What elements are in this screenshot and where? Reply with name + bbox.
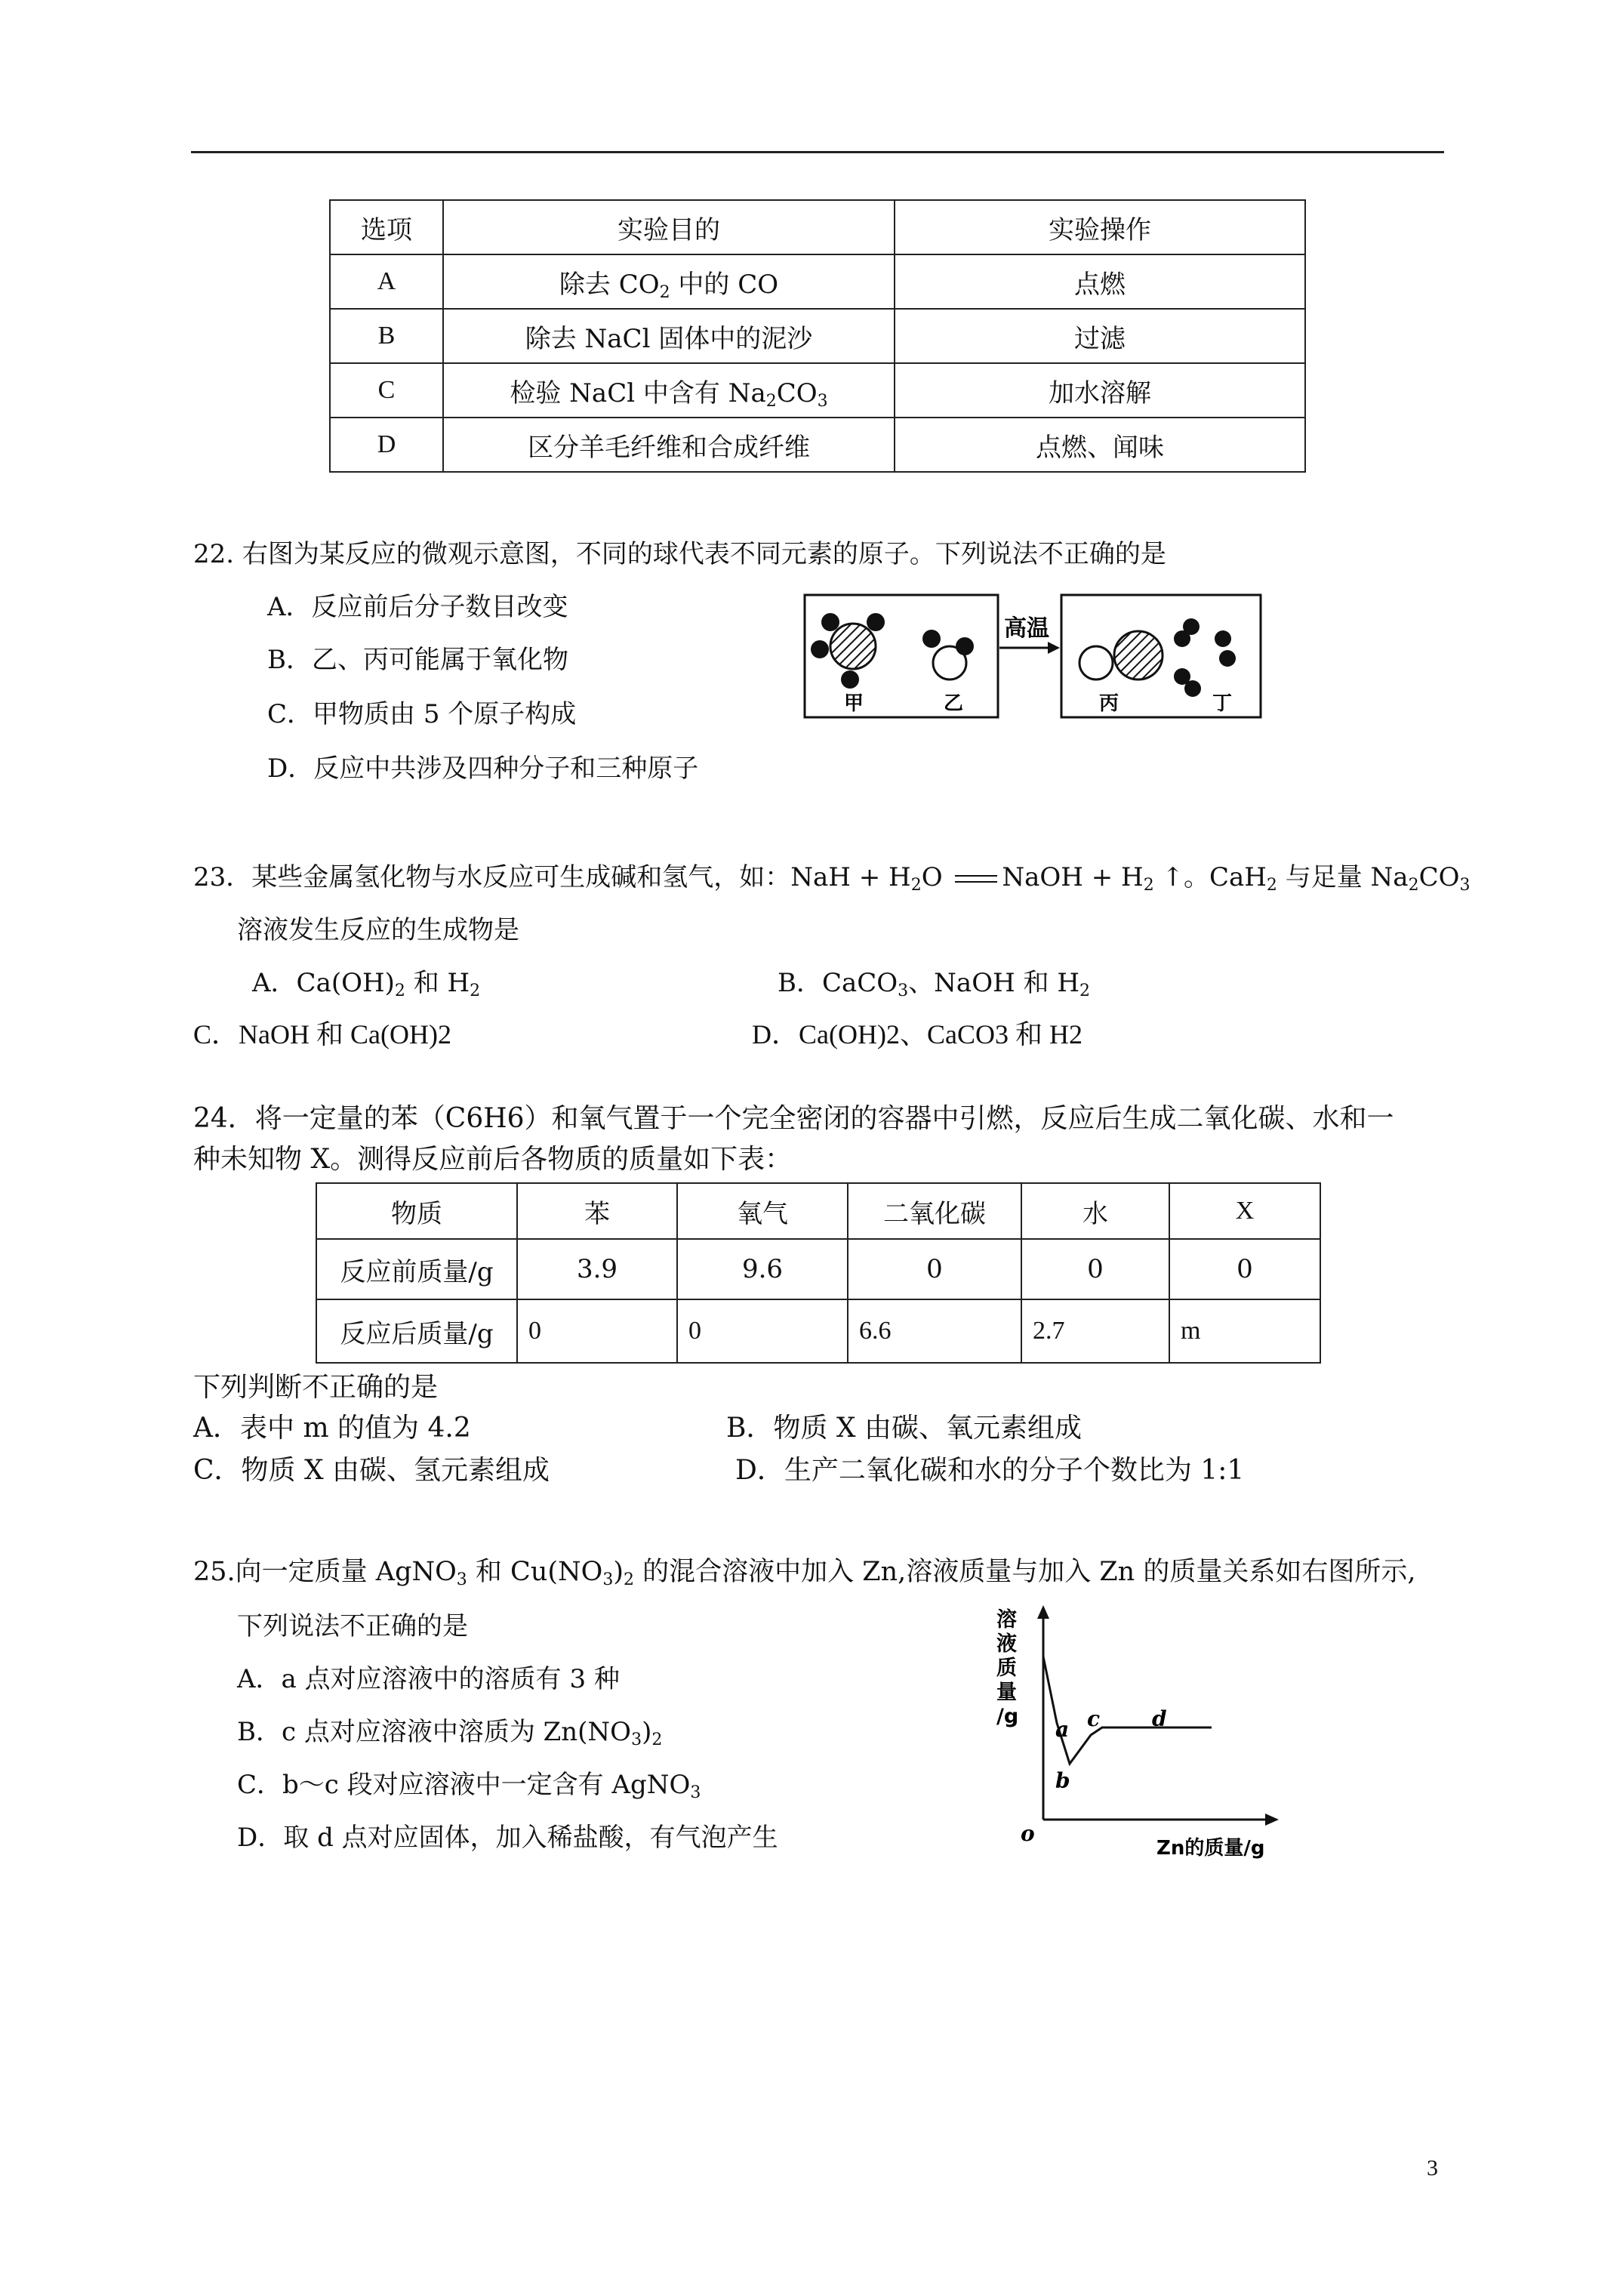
q24-question: 下列判断不正确的是	[193, 1372, 439, 1403]
label-yi: 乙	[944, 692, 964, 715]
q22-stem: 22. 右图为某反应的微观示意图，不同的球代表不同元素的原子。下列说法不正确的是	[193, 539, 1166, 569]
table-row: B 除去 NaCl 固体中的泥沙 过滤	[330, 309, 1305, 363]
condition-label: 高温	[1004, 615, 1049, 642]
q25-stem-line2: 下列说法不正确的是	[237, 1611, 468, 1641]
q23-option-a: A．$Ca(OH)_2$ 和 $H_2$	[252, 968, 481, 1000]
table-row: A 除去 $CO_2$ 中的 CO 点燃	[330, 254, 1305, 309]
molecule-ding	[1174, 618, 1236, 697]
label-jia: 甲	[844, 692, 864, 715]
label-ding: 丁	[1212, 692, 1233, 715]
header-rule	[191, 151, 1444, 153]
q24-table	[316, 1182, 1321, 1364]
table-header: 实验操作	[895, 200, 1305, 254]
q22-option-c: C．甲物质由 5 个原子构成	[267, 699, 577, 729]
q24-stem-line2: 种未知物 X。测得反应前后各物质的质量如下表：	[193, 1144, 793, 1175]
q24-option-b: B．物质 X 由碳、氧元素组成	[726, 1413, 1082, 1444]
q25-option-c: C．b～c 段对应溶液中一定含有 AgNO$_3$	[237, 1770, 701, 1802]
svg-text:液: 液	[996, 1632, 1017, 1656]
q24-stem-line1: 24．将一定量的苯（C6H6）和氧气置于一个完全密闭的容器中引燃，反应后生成二氧化碳、水和一	[193, 1103, 1394, 1134]
equals-sign	[955, 875, 997, 883]
molecule-jia	[811, 613, 885, 689]
molecule-bing	[1079, 631, 1163, 680]
point-d: d	[1152, 1706, 1167, 1731]
q24-option-a: A．表中 m 的值为 4.2	[193, 1413, 471, 1444]
q22-option-b: B．乙、丙可能属于氧化物	[267, 645, 568, 675]
q23-option-b: B．CaCO$_3$、NaOH 和 $H_2$	[778, 968, 1090, 1000]
svg-text:溶: 溶	[996, 1608, 1017, 1632]
point-c: c	[1087, 1706, 1101, 1731]
q24-option-c: C．物质 X 由碳、氢元素组成	[193, 1455, 550, 1486]
page-number: 3	[1427, 2156, 1438, 2180]
x-axis-label: Zn的质量/g	[1156, 1837, 1265, 1860]
q24-option-d: D．生产二氧化碳和水的分子个数比为 1:1	[735, 1455, 1245, 1486]
q22-option-a: A．反应前后分子数目改变	[267, 592, 568, 622]
origin-label: o	[1021, 1821, 1035, 1846]
q23-option-d: D．Ca(OH)2、CaCO3 和 H2	[752, 1019, 1083, 1049]
svg-text:量: 量	[996, 1681, 1017, 1704]
q23-option-c: C．NaOH 和 Ca(OH)2	[193, 1019, 451, 1049]
label-bing: 丙	[1099, 692, 1119, 715]
svg-text:质: 质	[996, 1657, 1017, 1680]
q25-option-a: A．a 点对应溶液中的溶质有 3 种	[237, 1664, 620, 1694]
q25-option-b: B．c 点对应溶液中溶质为 $Zn(NO_3)_2$	[237, 1717, 663, 1749]
q25-option-d: D．取 d 点对应固体，加入稀盐酸，有气泡产生	[237, 1823, 778, 1853]
y-axis-label	[996, 1608, 1018, 1728]
q23-stem: 23．某些金属氢化物与水反应可生成碱和氢气，如：NaH + $H_2O$ NaOH + $H_2$ ↑。CaH$_2$ 与足量 $Na_2CO_3$	[193, 862, 1471, 895]
point-a: a	[1055, 1717, 1070, 1742]
solution-mass-graph	[981, 1601, 1298, 1865]
table-header-row: 物质 苯 氧气 二氧化碳 水 X	[316, 1183, 1320, 1239]
table-header: 实验目的	[443, 200, 895, 254]
mass-curve	[1043, 1657, 1212, 1764]
q23-stem-line2: 溶液发生反应的生成物是	[237, 915, 519, 945]
table-row: C 检验 NaCl 中含有 $Na_2CO_3$ 加水溶解	[330, 363, 1305, 418]
table-row: D 区分羊毛纤维和合成纤维 点燃、闻味	[330, 418, 1305, 472]
table-row: 反应后质量/g 0 0 6.6 2.7 m	[316, 1299, 1320, 1363]
molecule-yi	[922, 630, 974, 680]
reaction-diagram	[800, 587, 1268, 723]
svg-text:/g: /g	[996, 1705, 1019, 1728]
q25-stem: 25.向一定质量 AgNO$_3$ 和 $Cu(NO_3)_2$ 的混合溶液中加入 Zn,溶液质量与加入 Zn 的质量关系如右图所示,	[193, 1557, 1416, 1589]
point-b: b	[1055, 1768, 1070, 1793]
table-row: 反应前质量/g 3.9 9.6 0 0 0	[316, 1239, 1320, 1299]
q21-table	[329, 199, 1306, 473]
q22-option-d: D．反应中共涉及四种分子和三种原子	[267, 754, 699, 784]
table-header: 选项	[330, 200, 443, 254]
